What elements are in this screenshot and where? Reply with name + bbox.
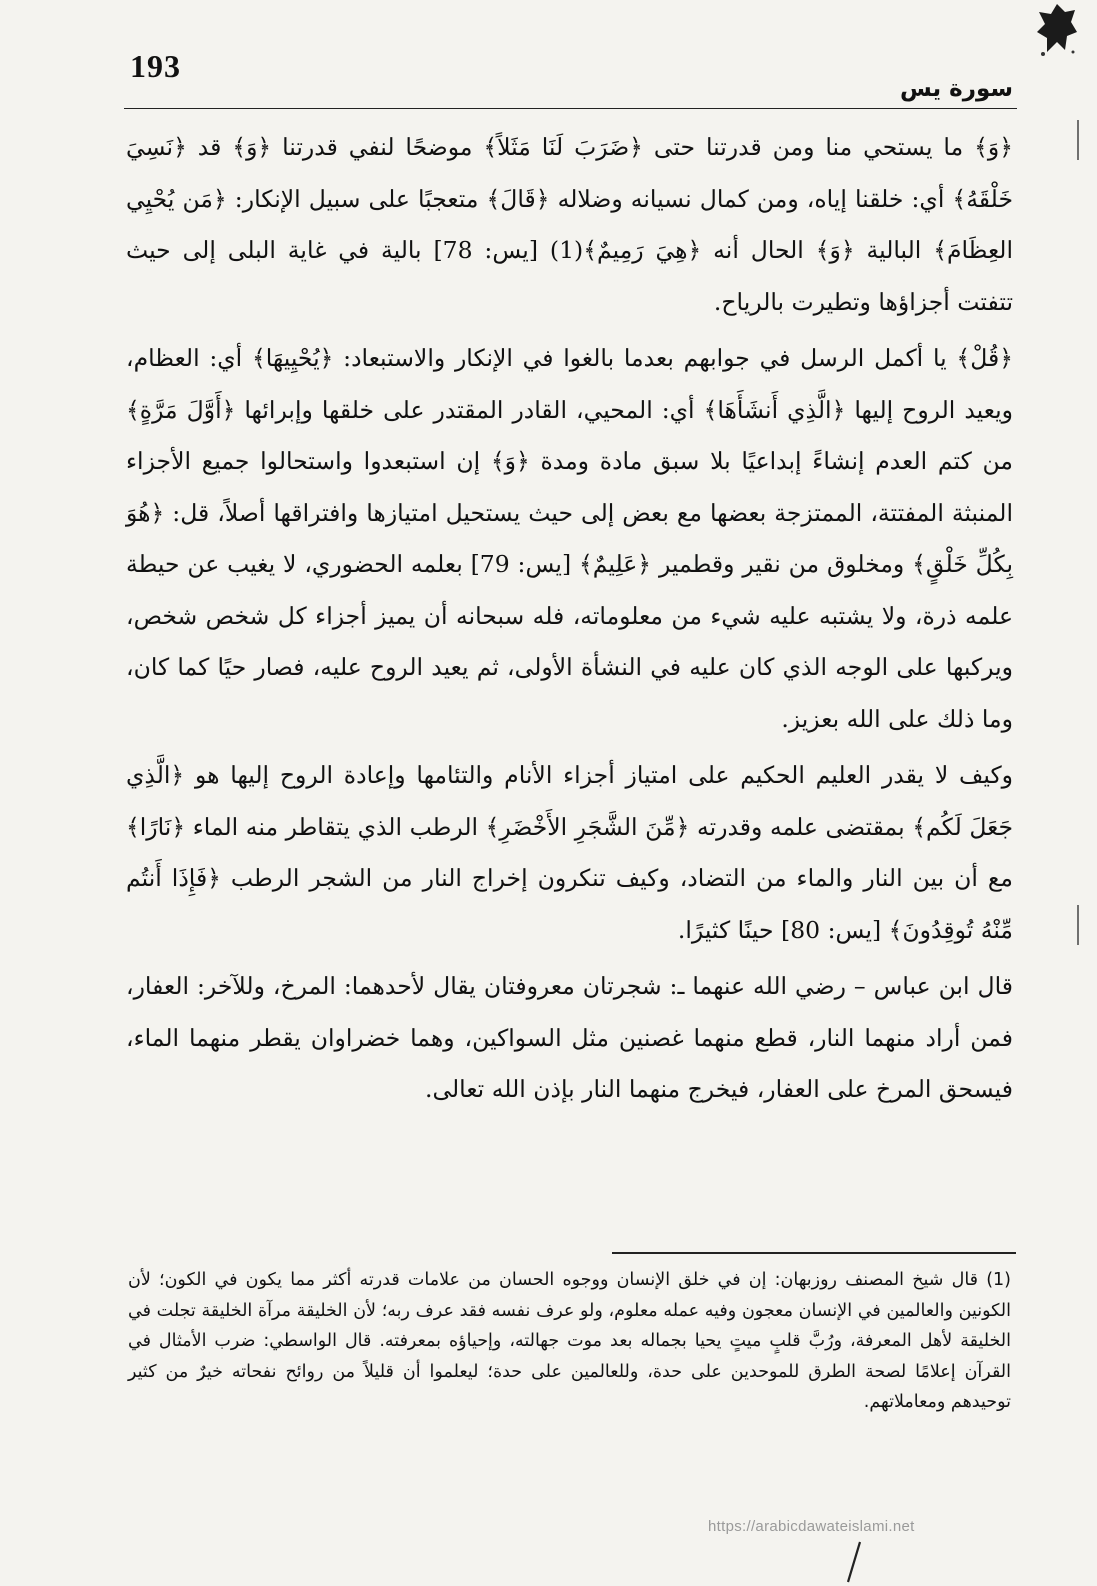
paragraph-4: قال ابن عباس – رضي الله عنهما ـ: شجرتان معروفتان يقال لأحدهما: المرخ، وللآخر: العفار، فمن أراد منهما النار، قطع منهما غصنين مثل السواكين، وهما خضراوان يقطر منهما الماء، فيسحق المرخ على العفار، فيخرج منهما النار بإذن الله تعالى. bbox=[126, 972, 1013, 1103]
main-text bbox=[126, 122, 1013, 1116]
edge-scan-mark bbox=[1075, 120, 1081, 160]
edge-scan-mark bbox=[1075, 905, 1081, 945]
pen-stroke-mark bbox=[844, 1540, 864, 1584]
header-rule bbox=[124, 108, 1017, 109]
page-number: 193 bbox=[130, 48, 181, 84]
footnote-rule bbox=[612, 1252, 1016, 1254]
footnote-1: (1) قال شيخ المصنف روزبهان: إن في خلق الإنسان ووجوه الحسان من علامات قدرته أكثر مما يكون في الكون؛ لأن الكونين والعالمين في الإنسان معجون وفيه عمله معلوم، ولو عرف نفسه فقد عرف ربه؛ لأن الخليقة مرآة الخليقة تجلت في الخليقة لأهل المعرفة، ورُبَّ قلبٍ ميتٍ يحيا بجماله بعد موت جهالته، وإحياؤه بمعرفته. قال الواسطي: ضرب الأمثال في القرآن إعلامًا لصحة الطرق للموحدين على حدة، وللعالمين على حدة؛ ليعلموا أن قليلاً من روائح نفحاته خيرٌ من كثير توحيدهم ومعاملاتهم. bbox=[128, 1270, 1011, 1412]
paragraph-2: ﴿قُلْ﴾ يا أكمل الرسل في جوابهم بعدما بالغوا في الإنكار والاستبعاد: ﴿يُحْيِيهَا﴾ أي: العظام، ويعيد الروح إليها ﴿الَّذِي أَنشَأَهَا﴾ أي: المحيي، القادر المقتدر على خلقها وإبرائها ﴿أَوَّلَ مَرَّةٍ﴾ من كتم العدم إنشاءً إبداعيًا بلا سبق مادة ومدة ﴿وَ﴾ إن استبعدوا واستحالوا جميع الأجزاء المنبثة المفتتة، الممتزجة بعضها مع بعض إلى حيث يستحيل امتيازها وافتراقها أصلاً، قل: ﴿هُوَ بِكُلِّ خَلْقٍ﴾ ومخلوق من نقير وقطمير ﴿عَلِيمٌ﴾ [يس: 79] بعلمه الحضوري، لا يغيب عن حيطة علمه ذرة، ولا يشتبه عليه شيء من معلوماته، فله سبحانه أن يميز أجزاء كل شخص شخص، ويركبها على الوجه الذي كان عليه في النشأة الأولى، ثم يعيد الروح عليه، فصار حيًا كما كان، وما ذلك على الله بعزيز. bbox=[126, 344, 1013, 733]
watermark-url: https://arabicdawateislami.net bbox=[708, 1518, 915, 1535]
surah-title: سورة يس bbox=[899, 76, 1013, 102]
paragraph-1: ﴿وَ﴾ ما يستحي منا ومن قدرتنا حتى ﴿ضَرَبَ لَنَا مَثَلاً﴾ موضحًا لنفي قدرتنا ﴿وَ﴾ قد ﴿نَسِيَ خَلْقَهُ﴾ أي: خلقنا إياه، ومن كمال نسيانه وضلاله ﴿قَالَ﴾ متعجبًا على سبيل الإنكار: ﴿مَن يُحْيِي العِظَامَ﴾ البالية ﴿وَ﴾ الحال أنه ﴿هِيَ رَمِيمٌ﴾(1) [يس: 78] بالية في غاية البلى إلى حيث تتفتت أجزاؤها وتطيرت بالرياح. bbox=[126, 133, 1013, 316]
paragraph-3: وكيف لا يقدر العليم الحكيم على امتياز أجزاء الأنام والتئامها وإعادة الروح إليها هو ﴿الَّذِي جَعَلَ لَكُم﴾ بمقتضى علمه وقدرته ﴿مِّنَ الشَّجَرِ الأَخْضَرِ﴾ الرطب الذي يتقاطر منه الماء ﴿نَارًا﴾ مع أن بين النار والماء من التضاد، وكيف تنكرون إخراج النار من الشجر الرطب ﴿فَإِذَا أَنتُم مِّنْهُ تُوقِدُونَ﴾ [يس: 80] حينًا كثيرًا. bbox=[126, 761, 1013, 944]
scan-blot-mark bbox=[1035, 2, 1079, 62]
footnotes bbox=[128, 1265, 1011, 1418]
